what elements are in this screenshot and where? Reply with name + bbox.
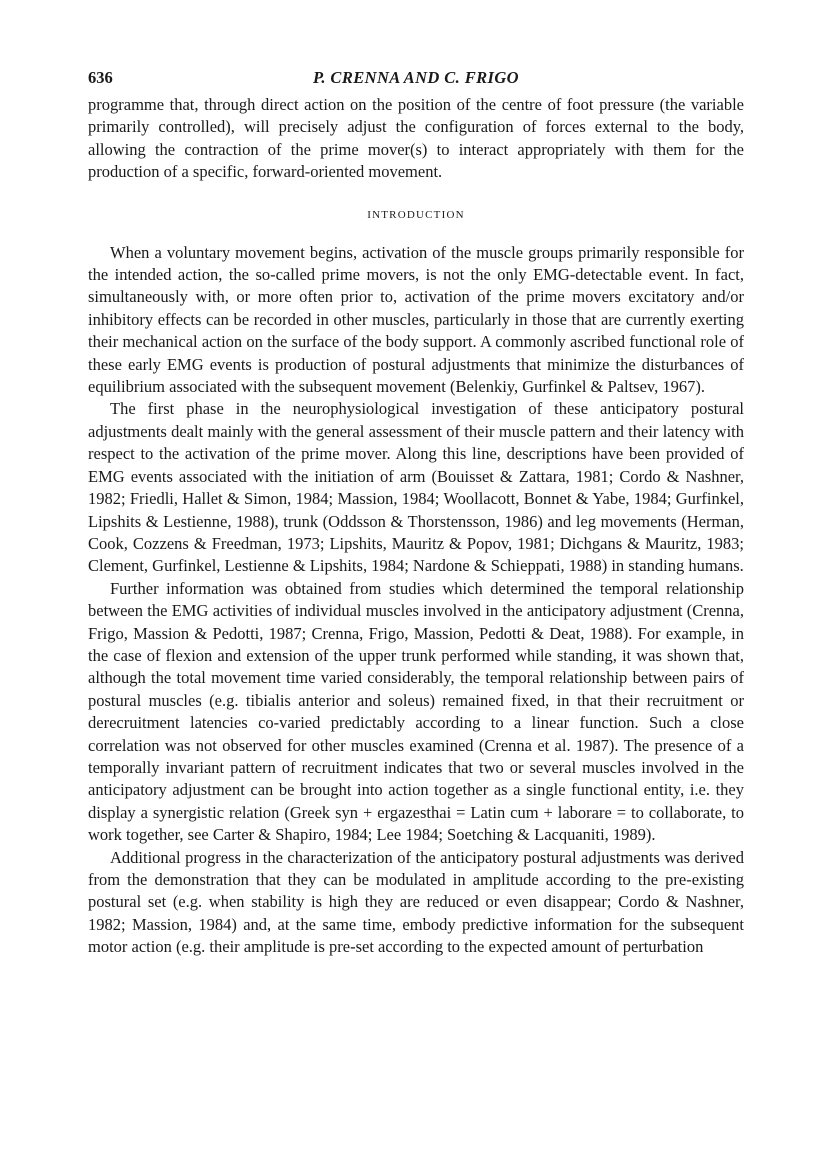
- page-header: [88, 68, 744, 94]
- body-paragraph: When a voluntary movement begins, activation of the muscle groups primarily responsible for the intended action, the so-called prime movers, is not the only EMG-detectable event. In fact, simultaneously with, or more often prior to, activation of the prime movers excitatory and/or inhibitory effects can be recorded in other muscles, particularly in those that are currently exerting their mechanical action on the surface of the body support. A commonly ascribed functional role of these early EMG events is production of postural adjustments that minimize the disturbances of equilibrium associated with the subsequent movement (Belenkiy, Gurfinkel & Paltsev, 1967).: [88, 242, 744, 397]
- running-head: P. CRENNA AND C. FRIGO: [313, 68, 519, 87]
- body-paragraph: The first phase in the neurophysiological investigation of these anticipatory postural adjustments dealt mainly with the general assessment of their muscle pattern and their latency with respect to the activation of the prime mover. Along this line, descriptions have been provided of EMG events associated with the initiation of arm (Bouisset & Zattara, 1981; Cordo & Nashner, 1982; Friedli, Hallet & Simon, 1984; Massion, 1984; Woollacott, Bonnet & Yabe, 1984; Gurfinkel, Lipshits & Lestienne, 1988), trunk (Oddsson & Thorstensson, 1986) and leg movements (Herman, Cook, Cozzens & Freedman, 1973; Lipshits, Mauritz & Popov, 1981; Dichgans & Mauritz, 1983; Clement, Gurfinkel, Lestienne & Lipshits, 1984; Nardone & Schieppati, 1988) in standing humans.: [88, 399, 744, 576]
- body-paragraph: Additional progress in the characterization of the anticipatory postural adjustments was derived from the demonstration that they can be modulated in amplitude according to the pre-existing postural set (e.g. when stability is high they are reduced or even disappear; Cordo & Nashner, 1982; Massion, 1984) and, at the same time, embody predictive information for the subsequent motor action (e.g. their amplitude is pre-set according to the expected amount of perturbation: [88, 847, 744, 957]
- section-title: INTRODUCTION: [367, 208, 465, 221]
- body-paragraph: Further information was obtained from studies which determined the temporal relationship between the EMG activities of individual muscles involved in the anticipatory adjustment (Crenna, Frigo, Massion & Pedotti, 1987; Crenna, Frigo, Massion, Pedotti & Deat, 1988). For example, in the case of flexion and extension of the upper trunk performed while standing, it was shown that, although the total movement time varied considerably, the temporal relationship between pairs of postural muscles (e.g. tibialis anterior and soleus) remained fixed, in that their recruitment or derecruitment latencies co-varied predictably according to a linear function. Such a close correlation was not observed for other muscles examined (Crenna et al. 1987). The presence of a temporally invariant pattern of recruitment indicates that two or several muscles involved in the anticipatory adjustment can be brought into action together as a single functional entity, i.e. they display a synergistic relation (Greek syn + ergazesthai = Latin cum + laborare = to collaborate, to work together, see Carter & Shapiro, 1984; Lee 1984; Soetching & Lacquaniti, 1989).: [88, 578, 744, 845]
- page-number: 636: [88, 68, 113, 87]
- journal-page: [88, 68, 744, 959]
- continued-paragraph: programme that, through direct action on the position of the centre of foot pressure (the variable primarily controlled), will precisely adjust the configuration of forces external to the body, allowing the contraction of the prime mover(s) to interact appropriately with them for the production of a specific, forward-oriented movement.: [88, 95, 744, 182]
